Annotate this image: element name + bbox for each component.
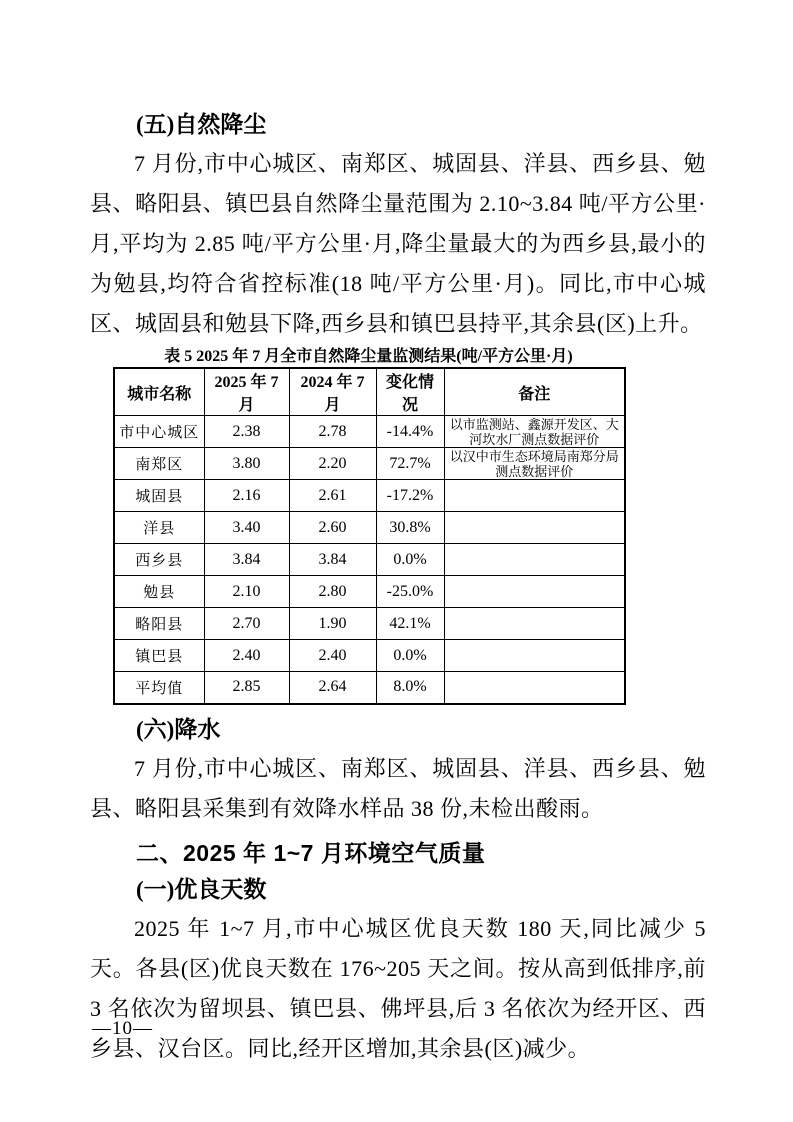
cell-change: 0.0% — [376, 544, 444, 576]
subsection-heading-good-days: (一)优良天数 — [136, 876, 267, 902]
col-header-change: 变化情况 — [376, 368, 444, 416]
col-header-remark: 备注 — [444, 368, 625, 416]
cell-2025: 2.85 — [204, 672, 289, 704]
table-row — [114, 448, 625, 480]
cell-2025: 2.16 — [204, 480, 289, 512]
cell-remark — [444, 672, 625, 704]
cell-remark — [444, 576, 625, 608]
cell-2024: 2.40 — [289, 640, 376, 672]
table-row — [114, 544, 625, 576]
section-heading-natural-dustfall: (五)自然降尘 — [136, 112, 267, 137]
cell-city: 洋县 — [114, 512, 204, 544]
page-number: —10— — [92, 1018, 153, 1039]
paragraph-precipitation: 7 月份,市中心城区、南郑区、城固县、洋县、西乡县、勉县、略阳县采集到有效降水样品 38 份,未检出酸雨。 — [90, 755, 706, 821]
cell-2024: 3.84 — [289, 544, 376, 576]
cell-city: 勉县 — [114, 576, 204, 608]
dustfall-table-block — [113, 346, 624, 705]
cell-remark: 以汉中市生态环境局南郑分局测点数据评价 — [444, 448, 625, 480]
col-header-2024: 2024 年 7 月 — [289, 368, 376, 416]
dustfall-table — [113, 367, 626, 705]
table-title: 表 5 2025 年 7 月全市自然降尘量监测结果(吨/平方公里·月) — [164, 348, 573, 365]
cell-city: 城固县 — [114, 480, 204, 512]
table-row — [114, 672, 625, 704]
cell-2025: 3.40 — [204, 512, 289, 544]
cell-city: 镇巴县 — [114, 640, 204, 672]
cell-change: -14.4% — [376, 416, 444, 448]
cell-change: 42.1% — [376, 608, 444, 640]
cell-change: 30.8% — [376, 512, 444, 544]
table-header-row — [114, 368, 625, 416]
cell-2024: 2.20 — [289, 448, 376, 480]
col-header-2025: 2025 年 7 月 — [204, 368, 289, 416]
cell-remark — [444, 608, 625, 640]
table-row — [114, 512, 625, 544]
cell-2025: 3.84 — [204, 544, 289, 576]
table-row — [114, 640, 625, 672]
document-page — [90, 0, 706, 1069]
cell-remark — [444, 640, 625, 672]
table-row — [114, 480, 625, 512]
table-row — [114, 416, 625, 448]
cell-2024: 2.60 — [289, 512, 376, 544]
cell-change: -25.0% — [376, 576, 444, 608]
table-row — [114, 608, 625, 640]
cell-city: 市中心城区 — [114, 416, 204, 448]
cell-change: -17.2% — [376, 480, 444, 512]
cell-change: 72.7% — [376, 448, 444, 480]
cell-2025: 2.10 — [204, 576, 289, 608]
cell-2025: 2.38 — [204, 416, 289, 448]
section-heading-precipitation: (六)降水 — [136, 716, 221, 742]
cell-2024: 2.64 — [289, 672, 376, 704]
cell-2025: 2.70 — [204, 608, 289, 640]
cell-city: 略阳县 — [114, 608, 204, 640]
section-heading-air-quality: 二、2025 年 1~7 月环境空气质量 — [136, 839, 486, 866]
cell-remark: 以市监测站、鑫源开发区、大河坎水厂测点数据评价 — [444, 416, 625, 448]
paragraph-dustfall: 7 月份,市中心城区、南郑区、城固县、洋县、西乡县、勉县、略阳县、镇巴县自然降尘量范围为 2.10~3.84 吨/平方公里·月,平均为 2.85 吨/平方公里·月,降尘量最大的为西乡县,最小的为勉县,均符合省控标准(18 吨/平方公里·月)。同比,市中心城区、城固县和勉县下降,西乡县和镇巴县持平,其余县(区)上升。 — [90, 151, 706, 336]
cell-2024: 1.90 — [289, 608, 376, 640]
cell-2024: 2.78 — [289, 416, 376, 448]
cell-change: 8.0% — [376, 672, 444, 704]
cell-remark — [444, 544, 625, 576]
cell-remark — [444, 512, 625, 544]
paragraph-good-days: 2025 年 1~7 月,市中心城区优良天数 180 天,同比减少 5 天。各县(区)优良天数在 176~205 天之间。按从高到低排序,前 3 名依次为留坝县、镇巴县、佛坪县,后 3 名依次为经开区、西乡县、汉台区。同比,经开区增加,其余县(区)减少。 — [90, 915, 706, 1061]
cell-2025: 2.40 — [204, 640, 289, 672]
cell-2024: 2.61 — [289, 480, 376, 512]
cell-2025: 3.80 — [204, 448, 289, 480]
cell-city: 平均值 — [114, 672, 204, 704]
cell-city: 南郑区 — [114, 448, 204, 480]
col-header-city: 城市名称 — [114, 368, 204, 416]
cell-remark — [444, 480, 625, 512]
table-row — [114, 576, 625, 608]
cell-2024: 2.80 — [289, 576, 376, 608]
cell-city: 西乡县 — [114, 544, 204, 576]
cell-change: 0.0% — [376, 640, 444, 672]
